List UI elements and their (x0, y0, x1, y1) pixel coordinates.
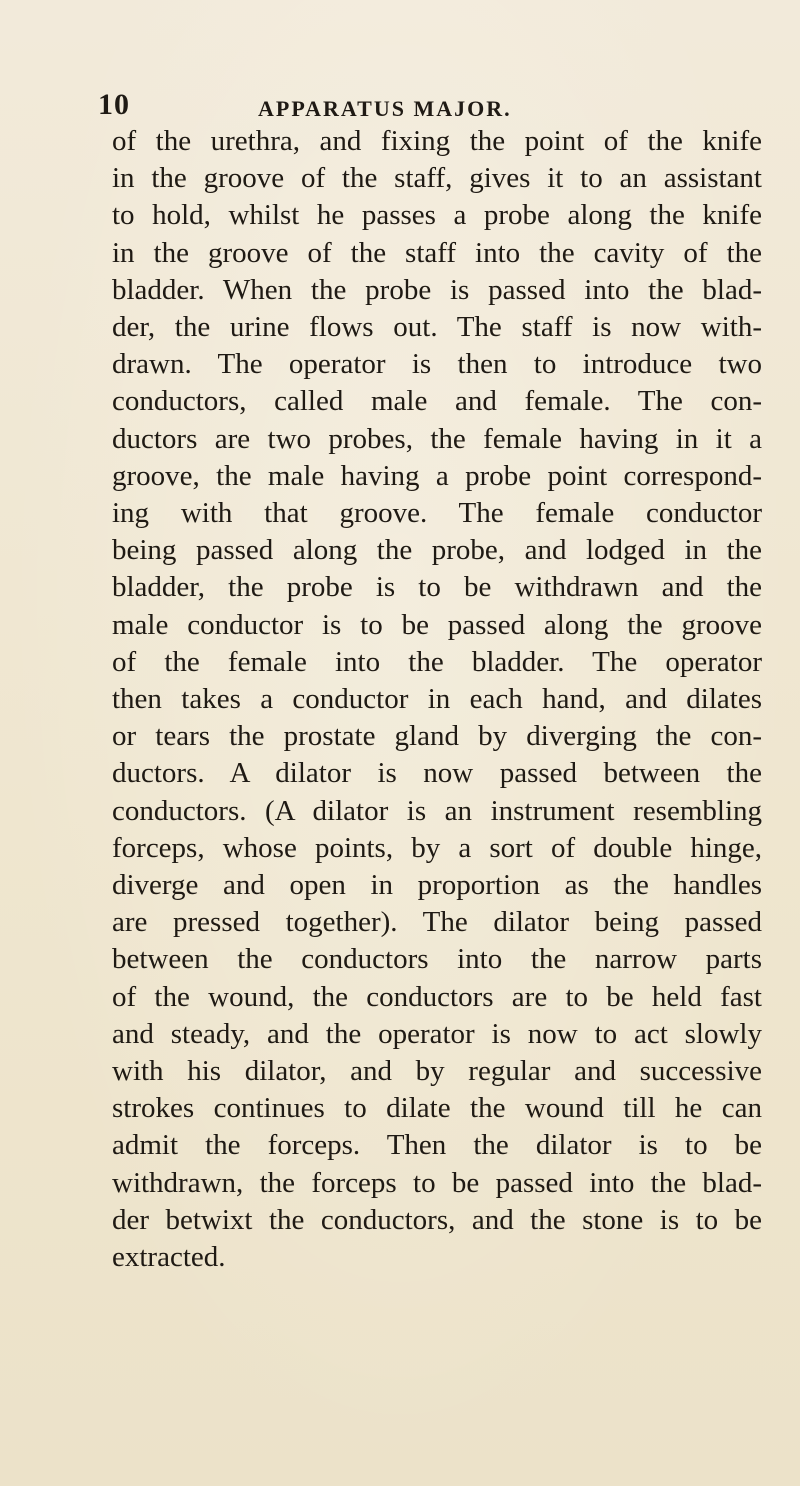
text-line: are pressed together). The dilator being passed (112, 906, 762, 939)
text-line: being passed along the probe, and lodged in the (112, 534, 762, 567)
page-number: 10 (98, 88, 130, 121)
text-line: bladder, the probe is to be withdrawn and the (112, 571, 762, 604)
text-line: to hold, whilst he passes a probe along the knife (112, 199, 762, 232)
text-line: ing with that groove. The female conductor (112, 497, 762, 530)
text-line: in the groove of the staff, gives it to an assistant (112, 162, 762, 195)
body-text (112, 123, 762, 1276)
text-line: extracted. (112, 1241, 226, 1274)
text-line: with his dilator, and by regular and successive (112, 1055, 762, 1088)
text-line: diverge and open in proportion as the handles (112, 869, 762, 902)
text-line: der, the urine flows out. The staff is now with- (112, 311, 762, 344)
text-line: groove, the male having a probe point correspond- (112, 459, 762, 492)
text-line: forceps, whose points, by a sort of double hinge, (112, 831, 762, 864)
text-line: between the conductors into the narrow parts (112, 943, 762, 976)
text-line: male conductor is to be passed along the groove (112, 608, 762, 641)
text-line: then takes a conductor in each hand, and dilates (112, 683, 762, 716)
text-line: admit the forceps. Then the dilator is to be (112, 1129, 762, 1162)
text-line: of the urethra, and fixing the point of the knife (112, 125, 762, 157)
text-line: ductors. A dilator is now passed between the (112, 757, 762, 790)
page-header (98, 88, 758, 128)
text-line: ductors are two probes, the female having in it a (112, 422, 762, 455)
text-line: strokes continues to dilate the wound till he can (112, 1092, 762, 1125)
text-line: conductors. (A dilator is an instrument resembling (112, 794, 762, 827)
text-line: drawn. The operator is then to introduce two (112, 348, 762, 381)
text-line: of the female into the bladder. The operator (112, 645, 762, 678)
text-line: or tears the prostate gland by diverging the con- (112, 720, 762, 753)
text-line: and steady, and the operator is now to act slowly (112, 1017, 762, 1050)
running-head: APPARATUS MAJOR. (258, 96, 512, 121)
text-line: of the wound, the conductors are to be held fast (112, 980, 762, 1013)
text-line: in the groove of the staff into the cavity of the (112, 236, 762, 269)
text-line: der betwixt the conductors, and the stone is to be (112, 1203, 762, 1236)
text-line: bladder. When the probe is passed into the blad- (112, 273, 762, 306)
text-line: withdrawn, the forceps to be passed into the blad- (112, 1166, 762, 1199)
text-line: conductors, called male and female. The con- (112, 385, 762, 418)
